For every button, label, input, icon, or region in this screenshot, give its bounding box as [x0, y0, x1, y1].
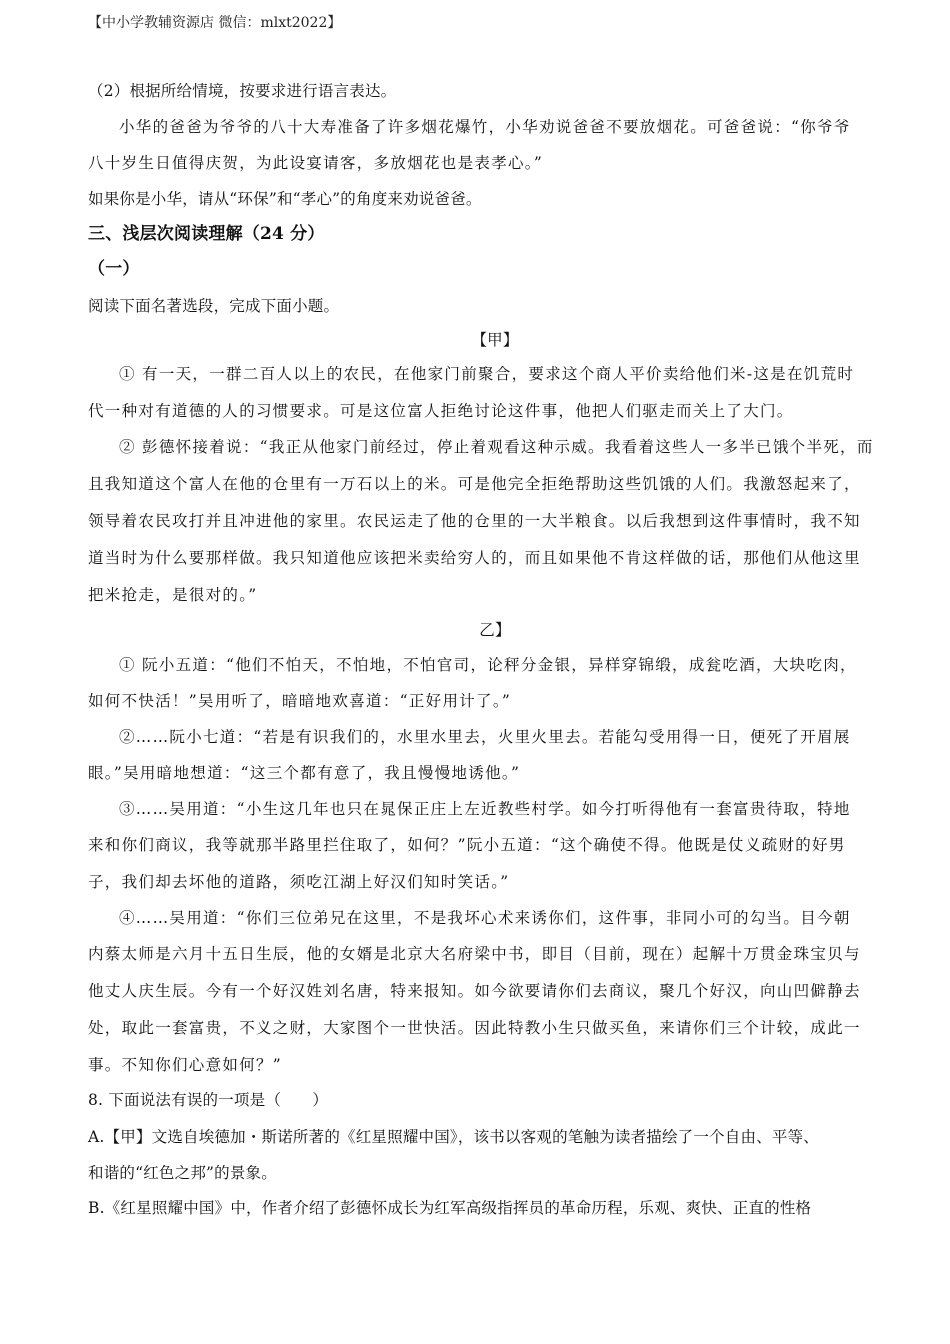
jia-line: ① 有一天，一群二百人以上的农民，在他家门前聚合，要求这个商人平价卖给他们米-这是在饥荒时	[119, 365, 855, 383]
q2-task: 如果你是小华，请从“环保”和“孝心”的角度来劝说爸爸。	[88, 190, 482, 208]
q2-prompt: （2）根据所给情境，按要求进行语言表达。	[88, 82, 397, 100]
jia-line: 道当时为什么要那样做。我只知道他应该把米卖给穷人的，而且如果他不肯这样做的话，那他们从他这里	[88, 549, 861, 567]
yi-line: ① 阮小五道：“他们不怕天，不怕地，不怕官司，论秤分金银，异样穿锦缎，成瓮吃酒，大块吃肉，	[119, 656, 857, 674]
q8-option-a-line1: A.【甲】文选自埃德加・斯诺所著的《红星照耀中国》，该书以客观的笔触为读者描绘了一个自由、平等、	[88, 1128, 819, 1146]
yi-line: ②……阮小七道：“若是有识我们的，水里水里去，火里火里去。若能勾受用得一日，便死了开眉展	[119, 728, 851, 746]
yi-line: 处，取此一套富贵，不义之财，大家图个一世快活。因此特教小生只做买鱼，来请你们三个计较，成此一	[88, 1019, 861, 1037]
section-title: 三、浅层次阅读理解（24 分）	[88, 224, 325, 244]
yi-line: 事。不知你们心意如何？”	[88, 1056, 283, 1074]
jia-line: 把米抢走，是很对的。”	[88, 586, 258, 604]
jia-line: 且我知道这个富人在他的仓里有一万石以上的米。可是他完全拒绝帮助这些饥饿的人们。我激怒起来了，	[88, 475, 861, 493]
q2-scenario-line2: 八十岁生日值得庆贺，为此设宴请客，多放烟花也是表孝心。”	[88, 154, 544, 172]
header-watermark: 【中小学教辅资源店 微信：mlxt2022】	[88, 15, 342, 31]
yi-line: ③……吴用道：“小生这几年也只在晁保正庄上左近教些村学。如今打听得他有一套富贵待取，特地	[119, 800, 851, 818]
q8-option-b-line1: B.《红星照耀中国》中，作者介绍了彭德怀成长为红军高级指挥员的革命历程，乐观、爽快、正直的性格	[88, 1199, 812, 1217]
yi-label: 乙】	[479, 621, 511, 639]
yi-line: 眼。”吴用暗地想道：“这三个都有意了，我且慢慢地诱他。”	[88, 764, 521, 782]
q2-scenario-line1: 小华的爸爸为爷爷的八十大寿准备了许多烟花爆竹，小华劝说爸爸不要放烟花。可爸爸说：“你爷爷	[119, 118, 851, 136]
yi-line: 如何不快活！”吴用听了，暗暗地欢喜道：“正好用计了。”	[88, 692, 512, 710]
jia-line: 领导着农民攻打并且冲进他的家里。农民运走了他的仓里的一大半粮食。以后我想到这件事情时，我不知	[88, 512, 861, 530]
yi-line: 来和你们商议，我等就那半路里拦住取了，如何？”阮小五道：“这个确使不得。他既是仗义疏财的好男	[88, 836, 846, 854]
section-subtitle: （一）	[88, 259, 140, 279]
yi-line: 子，我们却去坏他的道路，须吃江湖上好汉们知时笑话。”	[88, 873, 510, 891]
q8-option-a-line2: 和谐的“红色之邦”的景象。	[88, 1164, 277, 1182]
section-instruction: 阅读下面名著选段，完成下面小题。	[88, 297, 340, 315]
jia-label: 【甲】	[471, 331, 519, 349]
yi-line: 他丈人庆生辰。今有一个好汉姓刘名唐，特来报知。如今欲要请你们去商议，聚几个好汉，向山凹僻静去	[88, 982, 861, 1000]
jia-line: 代一种对有道德的人的习惯要求。可是这位富人拒绝讨论这件事，他把人们驱走而关上了大门。	[88, 402, 794, 420]
jia-line: ② 彭德怀接着说：“我正从他家门前经过，停止着观看这种示威。我看着这些人一多半已饿个半死，而	[119, 438, 874, 456]
yi-line: ④……吴用道：“你们三位弟兄在这里，不是我坏心术来诱你们，这件事，非同小可的勾当。目今朝	[119, 909, 851, 927]
q8-stem: 8. 下面说法有误的一项是（ ）	[88, 1091, 329, 1109]
yi-line: 内蔡太师是六月十五日生辰，他的女婿是北京大名府梁中书，即目（目前，现在）起解十万贯金珠宝贝与	[88, 945, 861, 963]
